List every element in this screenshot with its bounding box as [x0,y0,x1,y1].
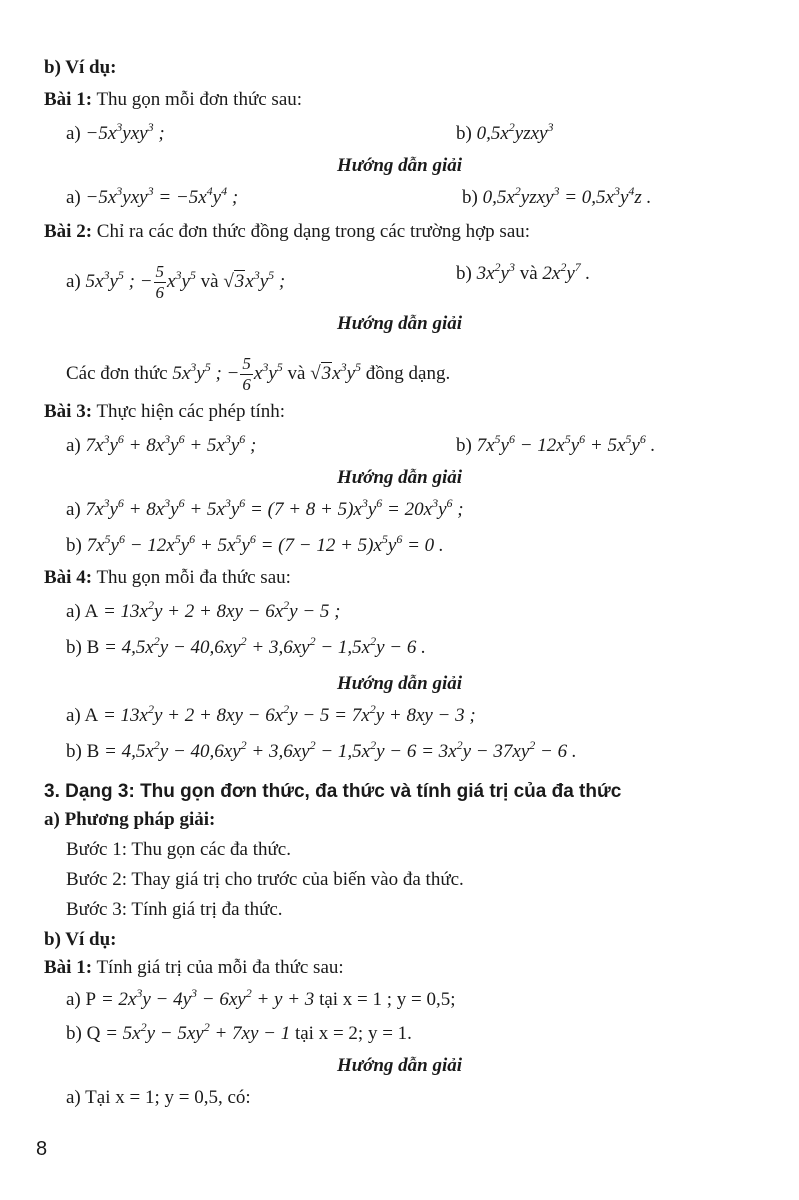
solution-heading-1: Hướng dẫn giải [336,155,463,176]
expression: $A = 13x^2y + 2 + 8xy - 6x^2y - 5$ ; [84,598,341,622]
exercise-4-part-b: b) $B = 4,5x^2y - 40,6xy^2 + 3,6xy^2 - 1,5x^2y - 6$ . [66,634,426,658]
expression: $7x^5y^6 - 12x^5y^6 + 5x^5y^6$ . [476,432,656,456]
solution-1-b: b) $0,5x^2yzxy^3 = 0,5x^3y^4z$ . [462,184,652,208]
solution-4-b: b) $B = 4,5x^2y - 40,6xy^2 + 3,6xy^2 - 1,5x^2y - 6 = 3x^2y - 37xy^2 - 6$ . [66,738,577,762]
solution-3-a: a) $7x^3y^6 + 8x^3y^6 + 5x^3y^6 = (7 + 8 + 5)x^3y^6 = 20x^3y^6$ ; [66,496,464,520]
solution-heading-4: Hướng dẫn giải [336,673,463,694]
exercise-3-statement: Bài 3: Thực hiện các phép tính: [44,401,286,422]
expression: $0,5x^2yzxy^3$ [476,120,554,144]
exercise-1-part-b: b) $0,5x^2yzxy^3$ [456,120,554,144]
method-heading: a) Phương pháp giải: [44,809,216,830]
step-3: Bước 3: Tính giá trị đa thức. [66,899,283,920]
solution-heading-3: Hướng dẫn giải [336,467,463,488]
section-3-title: 3. Dạng 3: Thu gọn đơn thức, đa thức và tính giá trị của đa thức [44,781,622,802]
expression: $√3x^3y^5$ [310,359,362,384]
solution-3-b: b) $7x^5y^6 - 12x^5y^6 + 5x^5y^6 = (7 - 12 + 5)x^5y^6 = 0$ . [66,532,444,556]
page-number: 8 [36,1138,48,1160]
expression: $√3x^3y^5$ ; [223,267,286,292]
expression: $-5x^3yxy^3$ ; [85,120,165,144]
exercise-4-part-a: a) $A = 13x^2y + 2 + 8xy - 6x^2y - 5$ ; [66,598,341,622]
exercise-3-part-a: a) $7x^3y^6 + 8x^3y^6 + 5x^3y^6$ ; [66,432,257,456]
solution-4-a: a) $A = 13x^2y + 2 + 8xy - 6x^2y - 5 = 7x^2y + 8xy - 3$ ; [66,702,476,726]
step-1: Bước 1: Thu gọn các đa thức. [66,839,291,860]
exercise-3-part-b: b) $7x^5y^6 - 12x^5y^6 + 5x^5y^6$ . [456,432,656,456]
step-2: Bước 2: Thay giá trị cho trước của biến vào đa thức. [66,869,464,890]
exercise-1-statement: Bài 1: Thu gọn mỗi đơn thức sau: [44,89,303,110]
expression: $0,5x^2yzxy^3 = 0,5x^3y^4z$ . [482,184,652,208]
exercise-1-part-a: $a) -5x^3yxy^3$ ; [66,120,165,144]
expression: $B = 4,5x^2y - 40,6xy^2 + 3,6xy^2 - 1,5x^2y - 6 = 3x^2y - 37xy^2 - 6$ . [86,738,577,762]
expression: $-5x^3yxy^3 = -5x^4y^4$ ; [85,184,239,208]
expression: $5x^3y^5$ ; − $\frac{5}{6}$ $x^3y^5$ [85,262,196,302]
expression: $2x^2y^7$ . [542,260,591,284]
expression: $P = 2x^3y - 4y^3 - 6xy^2 + y + 3$ [85,986,315,1010]
solution-2: Các đơn thức $5x^3y^5$ ; − $\frac{5}{6}$ $x^3y^5$ và $√3x^3y^5$ đồng dạng. [66,354,451,394]
expression: $A = 13x^2y + 2 + 8xy - 6x^2y - 5 = 7x^2y + 8xy - 3$ ; [84,702,476,726]
solution-1-a: $a) -5x^3yxy^3 = -5x^4y^4$ ; [66,184,239,208]
solution-heading-5: Hướng dẫn giải [336,1055,463,1076]
exercise-4-statement: Bài 4: Thu gọn mỗi đa thức sau: [44,567,291,588]
section-3-exercise-1-statement: Bài 1: Tính giá trị của mỗi đa thức sau: [44,957,344,978]
solution-5-a: a) Tại x = 1; y = 0,5, có: [66,1087,251,1108]
expression: $7x^3y^6 + 8x^3y^6 + 5x^3y^6 = (7 + 8 + 5)x^3y^6 = 20x^3y^6$ ; [85,496,464,520]
expression: $7x^3y^6 + 8x^3y^6 + 5x^3y^6$ ; [85,432,257,456]
expression: $5x^3y^5$ ; − $\frac{5}{6}$ $x^3y^5$ [172,354,283,394]
exercise-2-part-b: b) $3x^2y^3$ và $2x^2y^7$ . [456,260,591,284]
example-heading: b) Ví dụ: [44,57,117,78]
expression: $7x^5y^6 - 12x^5y^6 + 5x^5y^6 = (7 - 12 + 5)x^5y^6 = 0$ . [86,532,444,556]
section-3-exercise-1-a: a) $P = 2x^3y - 4y^3 - 6xy^2 + y + 3$ tại x = 1 ; y = 0,5; [66,986,456,1010]
exercise-2-statement: Bài 2: Chỉ ra các đơn thức đồng dạng trong các trường hợp sau: [44,221,531,242]
expression: $3x^2y^3$ [476,260,515,284]
example-heading-2: b) Ví dụ: [44,929,117,950]
expression: $Q = 5x^2y - 5xy^2 + 7xy - 1$ [86,1020,291,1044]
solution-heading-2: Hướng dẫn giải [336,313,463,334]
section-3-exercise-1-b: b) $Q = 5x^2y - 5xy^2 + 7xy - 1$ tại x = 2; y = 1. [66,1020,412,1044]
exercise-2-part-a: a) $5x^3y^5$ ; − $\frac{5}{6}$ $x^3y^5$ và $√3x^3y^5$ ; [66,262,286,302]
expression: $B = 4,5x^2y - 40,6xy^2 + 3,6xy^2 - 1,5x^2y - 6$ . [86,634,426,658]
